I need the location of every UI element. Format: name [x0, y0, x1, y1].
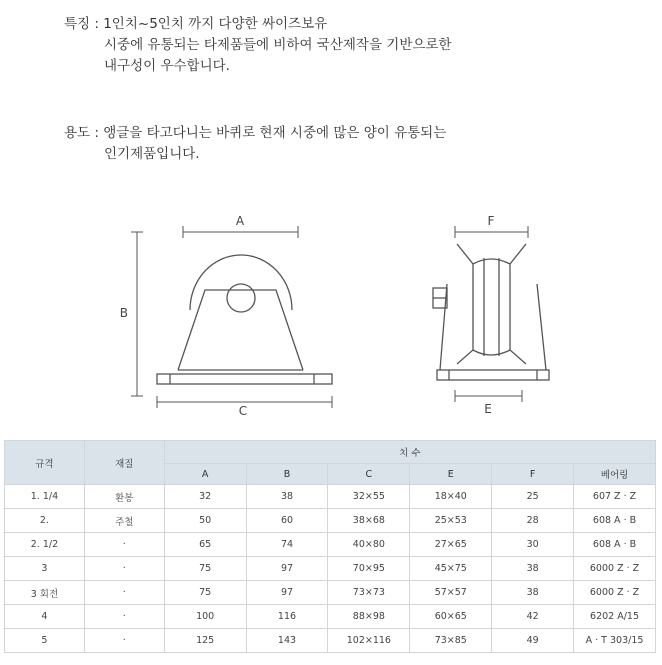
header-spec: 규격: [5, 441, 85, 485]
cell-b: 74: [246, 533, 328, 557]
cell-material: ·: [84, 629, 164, 653]
side-view: [433, 214, 549, 416]
cell-b: 97: [246, 557, 328, 581]
cell-bearing: 608 A · B: [574, 509, 656, 533]
cell-f: 25: [492, 485, 574, 509]
header-col-bearing: 베어링: [574, 464, 656, 485]
cell-spec: 2.: [5, 509, 85, 533]
table-row: [5, 605, 656, 629]
table-row: [5, 557, 656, 581]
dimension-label-c: C: [238, 404, 248, 418]
cell-f: 42: [492, 605, 574, 629]
cell-a: 100: [164, 605, 246, 629]
front-view: [120, 214, 332, 418]
cell-material: ·: [84, 605, 164, 629]
cell-b: 60: [246, 509, 328, 533]
cell-a: 75: [164, 581, 246, 605]
cell-b: 97: [246, 581, 328, 605]
cell-spec: 5: [5, 629, 85, 653]
cell-bearing: A · T 303/15: [574, 629, 656, 653]
cell-bearing: 6000 Z · Z: [574, 581, 656, 605]
cell-e: 25×53: [410, 509, 492, 533]
dimension-label-e: E: [484, 402, 492, 416]
dimension-label-f: F: [487, 214, 495, 228]
cell-bearing: 6000 Z · Z: [574, 557, 656, 581]
feature-description: [64, 14, 451, 77]
cell-f: 38: [492, 557, 574, 581]
cell-spec: 4: [5, 605, 85, 629]
cell-spec: 2. 1/2: [5, 533, 85, 557]
table-row: [5, 533, 656, 557]
cell-a: 32: [164, 485, 246, 509]
cell-a: 125: [164, 629, 246, 653]
header-dimensions: 치 수: [164, 441, 655, 464]
cell-b: 38: [246, 485, 328, 509]
spec-table: [4, 440, 656, 653]
header-col-b: B: [246, 464, 328, 485]
cell-f: 38: [492, 581, 574, 605]
cell-c: 73×73: [328, 581, 410, 605]
cell-spec: 3: [5, 557, 85, 581]
header-col-c: C: [328, 464, 410, 485]
cell-c: 38×68: [328, 509, 410, 533]
header-col-f: F: [492, 464, 574, 485]
table-row: [5, 629, 656, 653]
table-row: [5, 509, 656, 533]
cell-c: 32×55: [328, 485, 410, 509]
header-col-a: A: [164, 464, 246, 485]
cell-e: 60×65: [410, 605, 492, 629]
cell-c: 88×98: [328, 605, 410, 629]
header-col-e: E: [410, 464, 492, 485]
cell-spec: 1. 1/4: [5, 485, 85, 509]
cell-e: 57×57: [410, 581, 492, 605]
feature-line-3: 내구성이 우수합니다.: [104, 58, 230, 74]
cell-material: 주철: [84, 509, 164, 533]
feature-line-2: 시중에 유통되는 타제품들에 비하여 국산제작을 기반으로한: [104, 37, 452, 53]
feature-line-1: 특징 : 1인치~5인치 까지 다양한 싸이즈보유: [64, 16, 328, 32]
cell-b: 143: [246, 629, 328, 653]
cell-a: 50: [164, 509, 246, 533]
cell-c: 40×80: [328, 533, 410, 557]
cell-c: 102×116: [328, 629, 410, 653]
cell-f: 28: [492, 509, 574, 533]
dimension-label-a: A: [235, 214, 245, 228]
cell-spec: 3 회전: [5, 581, 85, 605]
usage-description: [64, 123, 446, 165]
cell-material: 환봉: [84, 485, 164, 509]
cell-f: 49: [492, 629, 574, 653]
cell-bearing: 608 A · B: [574, 533, 656, 557]
cell-e: 73×85: [410, 629, 492, 653]
cell-bearing: 6202 A/15: [574, 605, 656, 629]
usage-line-1: 용도 : 앵글을 타고다니는 바퀴로 현재 시중에 많은 양이 유통되는: [64, 125, 447, 141]
header-material: 재질: [84, 441, 164, 485]
cell-e: 18×40: [410, 485, 492, 509]
dimension-label-b: B: [119, 306, 128, 320]
table-row: [5, 485, 656, 509]
table-row: [5, 581, 656, 605]
cell-a: 75: [164, 557, 246, 581]
cell-material: ·: [84, 533, 164, 557]
usage-line-2: 인기제품입니다.: [104, 146, 200, 162]
cell-material: ·: [84, 557, 164, 581]
cell-c: 70×95: [328, 557, 410, 581]
cell-f: 30: [492, 533, 574, 557]
cell-material: ·: [84, 581, 164, 605]
wheel-technical-drawing: [0, 200, 662, 430]
cell-e: 27×65: [410, 533, 492, 557]
cell-e: 45×75: [410, 557, 492, 581]
cell-a: 65: [164, 533, 246, 557]
cell-b: 116: [246, 605, 328, 629]
cell-bearing: 607 Z · Z: [574, 485, 656, 509]
